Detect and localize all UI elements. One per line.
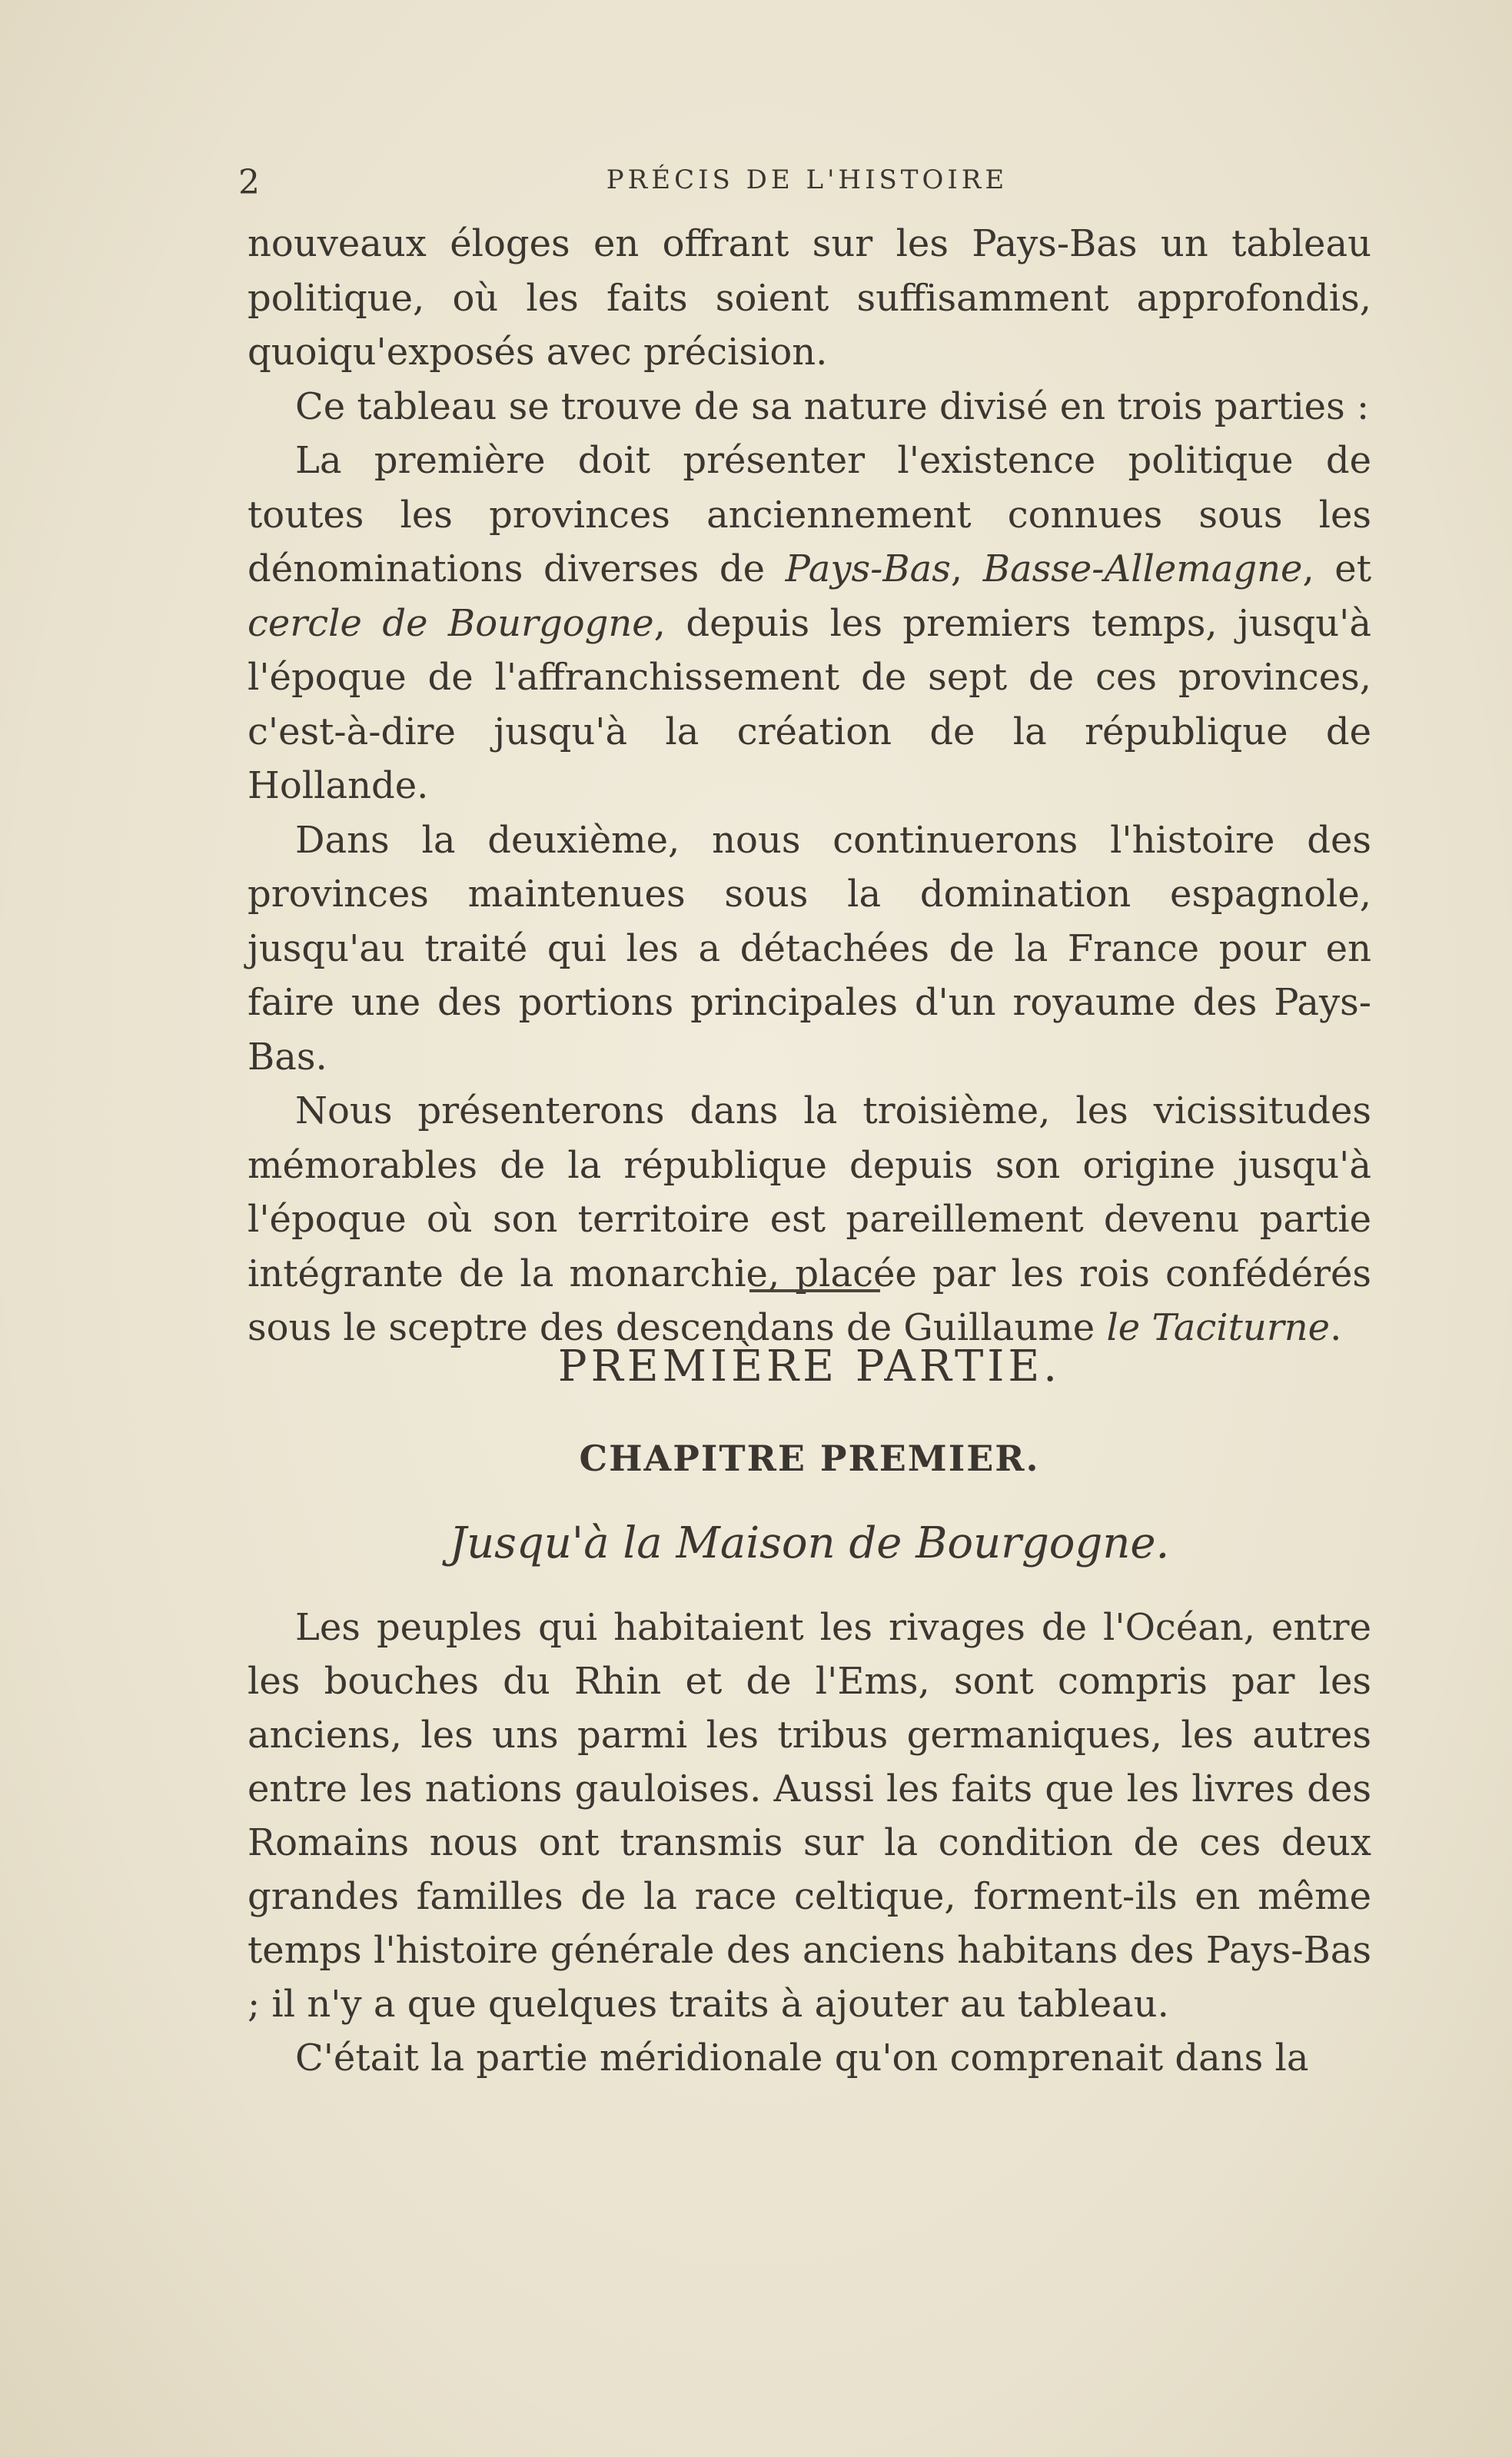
- italic-term: Basse-Allemagne: [982, 547, 1303, 590]
- intro-paragraph-1: nouveaux éloges en offrant sur les Pays-Bas un tableau politique, où les faits soient suffisamment approfondis, quoiqu'exposés avec précision.: [248, 222, 1371, 374]
- text-run: , et: [1302, 547, 1371, 590]
- part-title: PREMIÈRE PARTIE.: [557, 1342, 1062, 1391]
- text-run: .: [1330, 1306, 1342, 1349]
- chapter-subtitle: Jusqu'à la Maison de Bourgogne.: [449, 1518, 1170, 1568]
- italic-term: le Taciturne: [1106, 1306, 1331, 1349]
- intro-paragraph-2: Ce tableau se trouve de sa nature divisé en trois parties :: [295, 384, 1370, 428]
- italic-term: Pays-Bas: [785, 547, 951, 590]
- chapter-paragraph-1: Les peuples qui habitaient les rivages de l'Océan, entre les bouches du Rhin et de l'Ems, sont compris par les anciens, les uns parmi les tribus germaniques, les autres entre les nations gauloises. Aussi les faits que les livres des Romains nous ont transmis sur la condition de ces deux grandes familles de la race celtique, forment-ils en même temps l'histoire générale des anciens habitans des Pays-Bas ; il n'y a que quelques traits à ajouter au tableau.: [248, 1606, 1371, 2026]
- intro-paragraph-3: [248, 434, 1371, 813]
- intro-paragraph-5: [248, 1084, 1371, 1355]
- page-number: 2: [238, 163, 260, 202]
- text-run: ,: [950, 547, 983, 590]
- intro-paragraph-4: Dans la deuxième, nous continuerons l'histoire des provinces maintenues sous la domination espagnole, jusqu'au traité qui les a détachées de la France pour en faire une des portions principales d'un royaume des Pays-Bas.: [248, 818, 1371, 1079]
- running-title: PRÉCIS DE L'HISTOIRE: [606, 165, 1009, 195]
- running-head: [238, 163, 1376, 217]
- intro-text: [248, 217, 1371, 1355]
- chapter-text: [248, 1601, 1371, 2085]
- chapter-title: CHAPITRE PREMIER.: [579, 1438, 1040, 1479]
- section-divider: [749, 1289, 880, 1292]
- chapter-paragraph-2: C'était la partie méridionale qu'on comprenait dans la: [295, 2036, 1309, 2080]
- italic-term: cercle de Bourgogne: [248, 601, 654, 645]
- text-run: , depuis les premiers temps, jusqu'à l'époque de l'affranchissement de sept de ces provinces, c'est-à-dire jusqu'à la création de la république de Hollande.: [248, 601, 1371, 807]
- text-run: La première doit présenter l'existence politique de toutes les provinces anciennement connues sous les dénominations diverses de: [248, 439, 1371, 590]
- text-run: Nous présenterons dans la troisième, les vicissitudes mémorables de la république depuis son origine jusqu'à l'époque où son territoire est pareillement devenu partie intégrante de la monarchie, placée par les rois confédérés sous le sceptre des descendans de Guillaume: [248, 1089, 1371, 1349]
